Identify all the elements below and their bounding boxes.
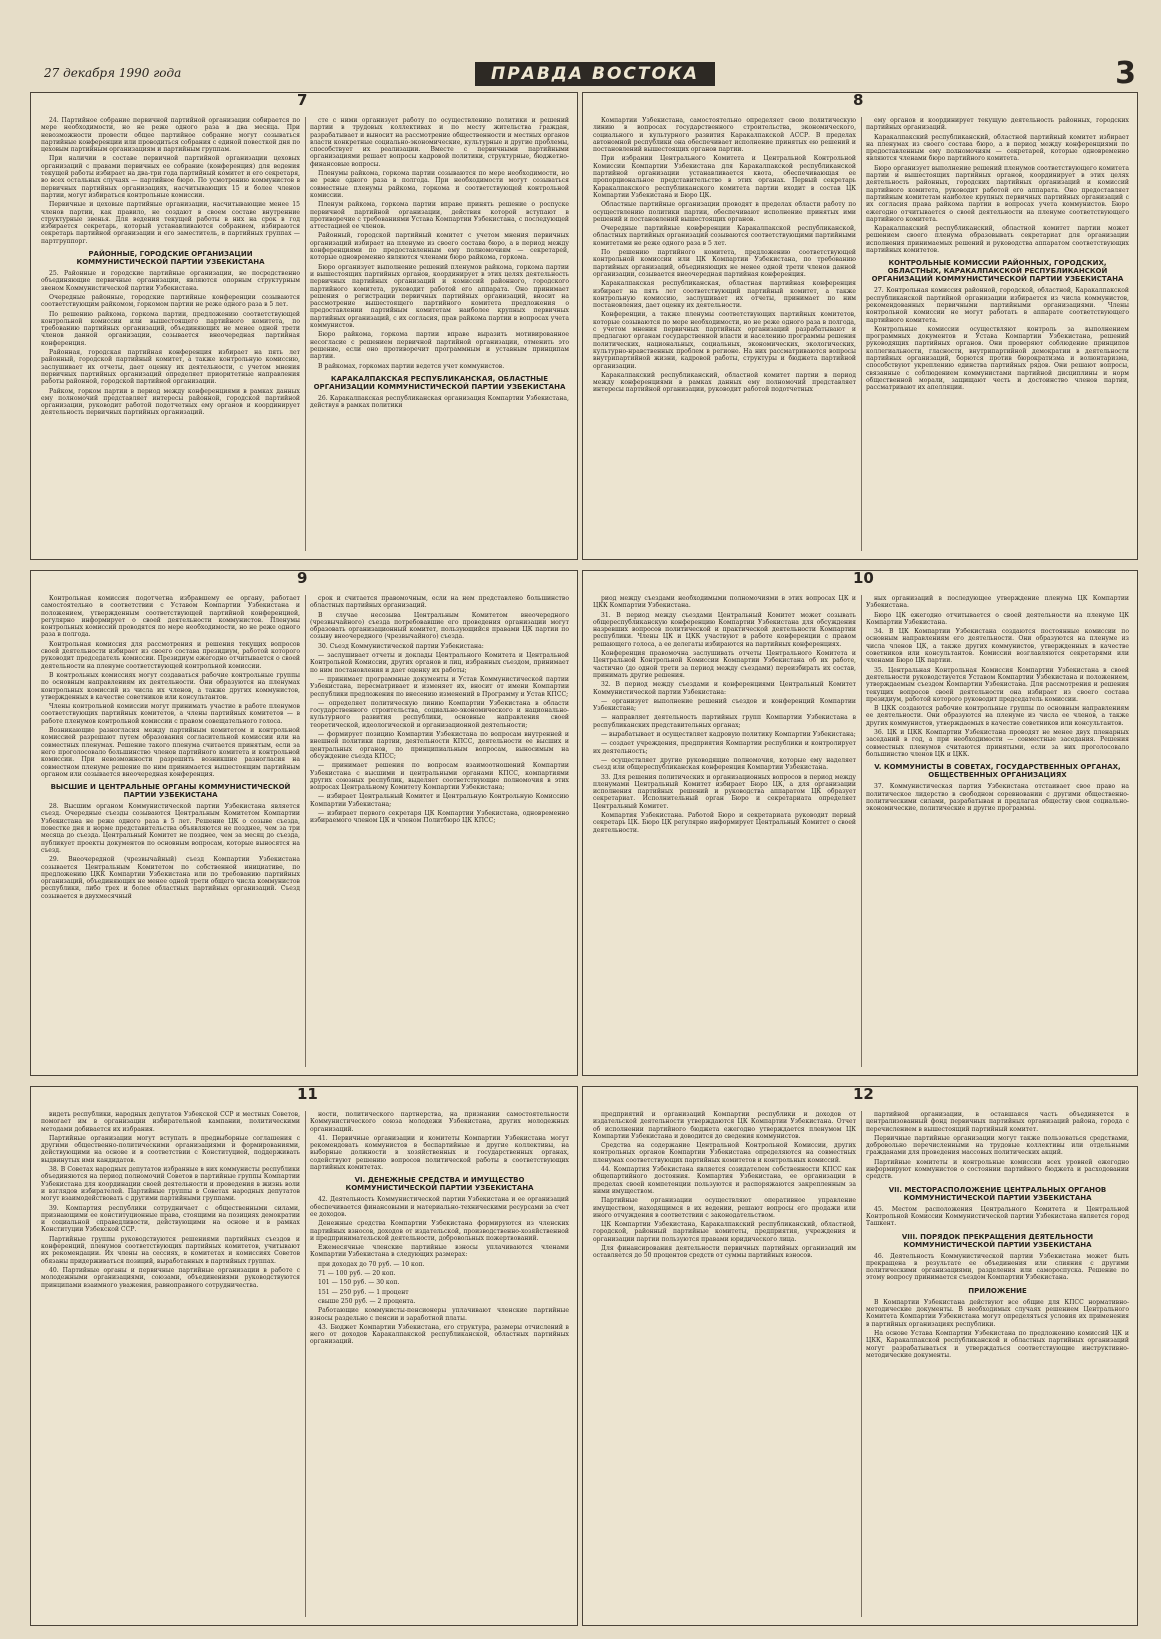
section-number: 11: [291, 1086, 324, 1103]
article-paragraph: Пленум райкома, горкома партии вправе принять решение о роспуске первичной партийной организации, действия которой вступают в противоречие с требованиями Устава Компартии Узбекистана, с последующей аттестацией ее членов.: [310, 201, 569, 231]
section-heading: КОНТРОЛЬНЫЕ КОМИССИИ РАЙОННЫХ, ГОРОДСКИХ, ОБЛАСТНЫХ, КАРАКАЛПАКСКОЙ РЕСПУБЛИКАНСКОЙ ОРГАНИЗАЦИЙ КОММУНИСТИЧЕСКОЙ ПАРТИИ УЗБЕКИСТАНА: [871, 259, 1124, 284]
article-paragraph: 38. В Советах народных депутатов избранные в них коммунисты республики объединяются на период полномочий Советов в партийные группы Компартии Узбекистана для координации своей деятельности и проведения в жизнь воли и взглядов избирателей. Партийные группы в Советах народных депутатов могут взаимодействовать с другими партийными группами.: [41, 1166, 300, 1203]
article-paragraph: при доходах до 70 руб. — 10 коп.: [318, 1260, 425, 1268]
article-paragraph: Первичные партийные организации могут также пользоваться средствами, добровольно перечисленными на трудовые коллективы или отдельными гражданами для проведения массовых политических акций.: [866, 1134, 1129, 1157]
article-paragraph: 71 — 100 руб. — 20 коп.: [318, 1270, 396, 1278]
article-paragraph: ЦК Компартии Узбекистана, Каракалпакский республиканский, областной, городской, районный партийные комитеты, предприятия, учреждения и организации партии пользуются правами юридического лица.: [593, 1221, 856, 1243]
article-paragraph: — принимает программные документы и Устав Коммунистической партии Узбекистана, пересматривает и изменяет их, вносит от имени Компартии республики предложения по внесению изменений в Программу и Устав КПСС;: [310, 675, 569, 698]
article-paragraph: 35. Центральная Контрольная Комиссия Компартии Узбекистана в своей деятельности руководствуется Уставом Компартии Узбекистана и положением, утверждаемым съездом Компартии Узбекистана. Для рассмотрения и решения текущих вопросов своей деятельности она избирает из своего состава президиум, работой которого руководит председатель комиссии.: [866, 666, 1129, 703]
column-divider: [861, 1111, 862, 1617]
article-paragraph: Каракалпакская республиканская, областная партийная конференция избирает на пять лет соответствующий партийный комитет, а также контрольную комиссию, заслушивает их отчеты, принимает по ним постановления, дает оценку их деятельности.: [593, 280, 856, 310]
article-paragraph: 34. В ЦК Компартии Узбекистана создаются постоянные комиссии по основным направлениям его деятельности. Они образуются на пленуме из числа членов ЦК, а также других коммунистов, утвержденных в качестве советников или консультантов. Комиссии возглавляются секретарями или членами Бюро ЦК партии.: [866, 628, 1129, 665]
article-paragraph: 29. Внеочередной (чрезвычайный) съезд Компартии Узбекистана созывается Центральным Комитетом по собственной инициативе, по предложению ЦКК Компартии Узбекистана или по требованию партийных организаций, объединяющих не менее одной трети общего числа коммунистов республики, либо трех и более областных партийных организаций. Съезд созывается в двухмесячный: [41, 856, 300, 900]
article-paragraph: — создает учреждения, предприятия Компартии республики и контролирует их деятельность;: [593, 740, 856, 755]
column-divider: [305, 595, 306, 1067]
article-paragraph: 28. Высшим органом Коммунистической партии Узбекистана является съезд. Очередные съезды созываются Центральным Комитетом Компартии Узбекистана не реже одного раза в 5 лет. Решение ЦК о созыве съезда, повестке дня и норме представительства объявляются не позднее, чем за три месяца до съезда. Центральный Комитет не позднее, чем за месяц до съезда, публикует проекты документов по основным вопросам, которые выносятся на съезд.: [41, 803, 300, 854]
article-paragraph: 33. Для решения политических и организационных вопросов в период между пленумами Центральный Комитет избирает Бюро ЦК, а для организации исполнения партийных решений и руководства аппаратом ЦК образует секретариат. Исполнительный орган Бюро и секретариата определяет Центральный Комитет.: [593, 773, 856, 810]
article-paragraph: срок и считается правомочным, если на нем представлено большинство областных партийных организаций.: [310, 595, 569, 610]
section-heading: КАРАКАЛПАКСКАЯ РЕСПУБЛИКАНСКАЯ, ОБЛАСТНЫЕ ОРГАНИЗАЦИИ КОММУНИСТИЧЕСКОЙ ПАРТИИ УЗБЕКИСТАНА: [313, 374, 566, 391]
article-paragraph: Средства на содержание Центральной Контрольной Комиссии, других контрольных органов Компартии Узбекистана определяются на совместных пленумах соответствующих партийных комитетов и контрольных комиссий.: [593, 1142, 856, 1164]
article-panel-10: [582, 570, 1138, 1076]
article-paragraph: 44. Компартия Узбекистана является созидателем собственности КПСС как общепартийного достояния. Компартия Узбекистана, ее организации в пределах своей компетенции пользуются и распоряжаются закрепленным за ними имуществом.: [593, 1166, 856, 1195]
article-paragraph: — направляет деятельность партийных групп Компартии Узбекистана в республиканских представительных органах;: [593, 714, 856, 729]
article-paragraph: — вырабатывает и осуществляет кадровую политику Компартии Узбекистана;: [601, 731, 856, 739]
section-heading: ПРИЛОЖЕНИЕ: [968, 1286, 1027, 1295]
column-divider: [861, 595, 862, 1067]
page-number: 3: [1115, 56, 1136, 91]
article-paragraph: Ежемесячные членские партийные взносы уплачиваются членами Компартии Узбекистана в следующих размерах:: [310, 1244, 569, 1259]
text-column: [310, 595, 569, 1069]
article-paragraph: По решению партийного комитета, предложению соответствующей контрольной комиссии или ЦК Компартии Узбекистана, по требованию партийных организаций, объединяющих не менее одной трети членов данной организации, созывается внеочередная партийная конференция.: [593, 249, 856, 278]
article-paragraph: Денежные средства Компартии Узбекистана формируются из членских партийных взносов, доходов от издательской, производственно-хозяйственной и предпринимательской деятельности, добровольных пожертвований.: [310, 1220, 569, 1242]
article-paragraph: — избирает Центральный Комитет и Центральную Контрольную Комиссию Компартии Узбекистана;: [310, 793, 569, 808]
section-heading: V. КОММУНИСТЫ В СОВЕТАХ, ГОСУДАРСТВЕННЫХ ОРГАНАХ, ОБЩЕСТВЕННЫХ ОРГАНИЗАЦИЯХ: [874, 763, 1121, 780]
article-paragraph: — организует выполнение решений съездов и конференций Компартии Узбекистана;: [593, 697, 856, 713]
article-paragraph: 36. ЦК и ЦКК Компартии Узбекистана проводят не менее двух пленарных заседаний в год, а при необходимости — совместные заседания. Решения совместных пленумов считаются принятыми, если за них проголосовало большинство членов ЦК и ЦКК.: [866, 729, 1129, 758]
article-paragraph: Контрольные комиссии осуществляют контроль за выполнением программных документов и Устава Компартии Узбекистана, решений руководящих партийных органов. Они проверяют соблюдение принципов коллегиальности, гласности, внутрипартийной демократии в деятельности партийных организаций, борются против бюрократизма и волюнтаризма, способствуют укреплению единства партийных рядов. Они решают вопросы, связанные с соблюдением коммунистами партийной дисциплины и норм общественной морали, защищают честь и достоинство членов партии, рассматривают их апелляции.: [866, 325, 1129, 392]
article-paragraph: предприятий и организаций Компартии республики и доходов от издательской деятельности утверждаются ЦК Компартии Узбекистана. Отчет об исполнении партийного бюджета ежегодно утверждается пленумом ЦК Компартии Узбекистана и доводится до сведения коммунистов.: [593, 1111, 856, 1140]
article-paragraph: 30. Съезд Коммунистической партии Узбекистана:: [318, 642, 484, 650]
section-heading: VII. МЕСТОРАСПОЛОЖЕНИЕ ЦЕНТРАЛЬНЫХ ОРГАНОВ КОММУНИСТИЧЕСКОЙ ПАРТИИ УЗБЕКИСТАНА: [888, 1185, 1107, 1202]
article-paragraph: ему органов и координирует текущую деятельность районных, городских партийных организаций.: [866, 117, 1129, 132]
article-paragraph: При избрании Центрального Комитета и Центральной Контрольной Комиссии Компартии Узбекистана для Каракалпакской республиканской партийной организации устанавливается квота, обеспечивающая ее пропорциональное представительство в этих органах. Первый секретарь Каракалпакского республиканского комитета партии входит в состав ЦК Компартии Узбекистана и Бюро ЦК.: [593, 155, 856, 199]
article-paragraph: В райкомах, горкомах партии ведется учет коммунистов.: [318, 362, 505, 370]
text-column: [310, 1111, 569, 1619]
section-number: 7: [291, 92, 313, 109]
article-paragraph: — осуществляет другие руководящие полномочия, которые ему наделяет съезд или общереспубликанская конференция Компартии Узбекистана.: [593, 756, 856, 772]
text-column: [866, 117, 1129, 553]
issue-date: 27 декабря 1990 года: [44, 66, 182, 80]
article-paragraph: Областные партийные организации проводят в пределах области работу по осуществлению политики партии, обеспечивают исполнение принятых ими решений и постановлений вышестоящих органов.: [593, 201, 856, 223]
article-paragraph: Очередные партийные конференции Каракалпакской республиканской, областных партийных организаций созываются соответствующими партийными комитетами не реже одного раза в 5 лет.: [593, 225, 856, 247]
article-paragraph: Каракалпакский республиканский, областной комитет партии в период между конференциями в рамках данных ему полномочий представляет интересы партийной организации, руководит работой подотчетных: [593, 371, 856, 394]
article-paragraph: 42. Деятельность Коммунистической партии Узбекистана и ее организаций обеспечивается финансовыми и материально-техническими ресурсами за счет ее доходов.: [310, 1196, 569, 1218]
article-paragraph: сте с ними организует работу по осуществлению политики и решений партии в трудовых коллективах и по месту жительства граждан, разрабатывает и выносит на рассмотрение общественности и местных органов власти конкретные социально-экономические, культурные и другие проблемы, способствует их реализации. Вместе с первичными партийными организациями решает вопросы кадровой политики, структурные, бюджетно-финансовые вопросы.: [310, 117, 569, 168]
article-paragraph: Очередные районные, городские партийные конференции созываются соответствующим райкомом, горкомом партии не реже одного раза в 5 лет.: [41, 293, 300, 309]
section-number: 12: [847, 1086, 880, 1103]
article-paragraph: видеть республики, народных депутатов Узбекской ССР и местных Советов, помогает им в организации избирательной кампании, политическими методами добивается их избрания.: [41, 1111, 300, 1133]
article-paragraph: В Компартии Узбекистана действуют все общие для КПСС нормативно-методические документы. В необходимых случаях решением Центрального Комитета Компартии Узбекистана могут определяться условия их применения в партийных организациях республики.: [866, 1298, 1129, 1328]
article-paragraph: В случае несозыва Центральным Комитетом внеочередного (чрезвычайного) съезда потребовавшие его проведения организации могут образовать организационный комитет, пользующийся правами ЦК партии по созыву внеочередного (чрезвычайного) съезда.: [310, 611, 569, 641]
masthead: [30, 56, 1140, 96]
article-paragraph: 26. Каракалпакская республиканская организация Компартии Узбекистана, действуя в рамках политики: [310, 394, 569, 410]
article-paragraph: 32. В период между съездами и конференциями Центральный Комитет Коммунистической партии Узбекистана:: [593, 681, 856, 696]
article-paragraph: 43. Бюджет Компартии Узбекистана, его структура, размеры отчислений в него от доходов Каракалпакской республиканской, областных партийных организаций.: [310, 1323, 569, 1346]
column-divider: [861, 117, 862, 551]
section-heading: VI. ДЕНЕЖНЫЕ СРЕДСТВА И ИМУЩЕСТВО КОММУНИСТИЧЕСКОЙ ПАРТИИ УЗБЕКИСТАНА: [345, 1176, 534, 1193]
article-paragraph: На основе Устава Компартии Узбекистана по предложению комиссий ЦК и ЦКК, Каракалпакской республиканской и областных партийных организаций могут разрабатываться и утверждаться соответствующие инструктивно-методические документы.: [866, 1329, 1129, 1359]
article-paragraph: 45. Местом расположения Центрального Комитета и Центральной Контрольной Комиссии Коммунистической партии Узбекистана является город Ташкент.: [866, 1205, 1129, 1228]
article-paragraph: Работающие коммунисты-пенсионеры уплачивают членские партийные взносы раздельно с пенсии и заработной платы.: [310, 1307, 569, 1322]
article-paragraph: Партийные группы руководствуются решениями партийных съездов и конференций, пленумов соответствующих партийных комитетов, учитывают их рекомендации. Их члены на сессиях, в комитетах и комиссиях Советов обязаны придерживаться позиций, выработанных в партийных группах.: [41, 1235, 300, 1265]
article-paragraph: 151 — 250 руб. — 1 процент: [318, 1288, 409, 1296]
article-paragraph: Каракалпакский республиканский, областной комитет партии может решением своего пленума образовывать секретариат для организации исполнения принимаемых решений и руководства аппаратом соответствующих партийных комитетов.: [866, 225, 1129, 255]
article-paragraph: Партийные организации осуществляют оперативное управление имуществом, находящимся в их ведении, решают вопросы его продажи или иного отчуждения в соответствии с законодательством.: [593, 1197, 856, 1219]
article-paragraph: — определяет политическую линию Компартии Узбекистана в области государственного строительства, социально-экономического и национально-культурного развития республики, основные направления своей теоретической, идеологической и организационной деятельности;: [310, 699, 569, 729]
article-paragraph: 46. Деятельность Коммунистической партии Узбекистана может быть прекращена в результате ее объединения или слияния с другими политическими организациями, разделения или самороспуска. Решение по этому вопросу принимается съездом Компартии Узбекистана.: [866, 1252, 1129, 1282]
article-paragraph: партийной организации, в оставшаяся часть объединяется в централизованный фонд первичных партийных организаций района, города с перечислением в вышестоящий партийный комитет.: [866, 1111, 1129, 1133]
article-paragraph: В контрольных комиссиях могут создаваться рабочие контрольные группы по основным направлениям их деятельности. Они образуются на пленумах контрольных комиссий из числа их членов, а также других коммунистов, утвержденных в качестве советников или консультантов.: [41, 671, 300, 701]
article-paragraph: Конференция правомочна заслушивать отчеты Центрального Комитета и Центральной Контрольной Комиссии Компартии Узбекистана об их работе, частично (до одной трети за период между съездами) переизбирать их состав, принимать другие решения.: [593, 650, 856, 679]
article-paragraph: Бюро райкома, горкома партии вправе выразить мотивированное несогласие с решением первичной партийной организации, отменить это решение, если оно противоречит программным и уставным принципам партии.: [310, 331, 569, 361]
article-panel-8: [582, 92, 1138, 560]
article-paragraph: В ЦКК создаются рабочие контрольные группы по основным направлениям ее деятельности. Они образуются на пленуме из числа ее членов, а также других коммунистов, утверждаемых в качестве советников или консультантов.: [866, 705, 1129, 727]
article-panel-7: [30, 92, 578, 560]
text-column: [310, 117, 569, 553]
article-paragraph: 25. Районные и городские партийные организации, не посредственно объединяющие первичные организации, являются опорным структурным звеном Коммунистической партии Узбекистана.: [41, 270, 300, 292]
column-divider: [305, 117, 306, 551]
article-paragraph: Бюро организует выполнение решений пленумов соответствующего комитета партии и вышестоящих партийных органов, координирует в этих целях деятельность районных, городских партийных организаций и комиссий партийного комитета, руководит работой его аппарата. Оно предоставляет партийным комитетам наиболее крупных первичных партийных организаций с их согласия права райкома партии в вопросах учета коммунистов. Бюро ежегодно отчитывается о своей деятельности на пленуме соответствующего партийного комитета.: [866, 164, 1129, 223]
article-paragraph: 41. Первичные организации и комитеты Компартии Узбекистана могут рекомендовать коммунистов в беспартийные и другие коллективы, на выборные должности в хозяйственных и государственных органах, содействуют решению вопросов политической работы в соответствующих партийных комитетах.: [310, 1134, 569, 1172]
article-paragraph: Возникающие разногласия между партийным комитетом и контрольной комиссией разрешают путем образования согласительной комиссии или на совместных пленумах. Решение такого пленума считается принятым, если за него проголосовало большинство членов партийного комитета и контрольной комиссии. При невозможности разрешить возникшие разногласия на совместном пленуме решение по ним принимается вышестоящим партийным органом или созывается внеочередная конференция.: [41, 727, 300, 778]
article-paragraph: свыше 250 руб. — 2 процента.: [318, 1297, 416, 1305]
article-paragraph: 40. Партийные органы и первичные партийные организации в работе с молодежными организациями, союзами, объединениями руководствуются принципами взаимного уважения, равноправного сотрудничества.: [41, 1266, 300, 1289]
article-paragraph: Районная, городская партийная конференция избирает на пять лет районный, городской партийный комитет, а также контрольную комиссию, заслушивает их отчеты, дает оценку их деятельности, с учетом мнения первичных партийных организаций определяет приоритетные направления работы районной, городской партийной организации.: [41, 349, 300, 386]
article-paragraph: 39. Компартия республики сотрудничает с общественными силами, признающими ее конституционные права, стоящими на позициях демократии и социальной справедливости, действующими на основе и в рамках Конституции Узбекской ССР.: [41, 1204, 300, 1234]
article-panel-12: [582, 1086, 1138, 1626]
text-column: [593, 1111, 856, 1619]
article-paragraph: 31. В период между съездами Центральный Комитет может созывать общереспубликанскую конференцию Компартии Узбекистана для обсуждения назревших вопросов политической и практической деятельности Компартии республики. Члены ЦК и ЦКК участвуют в работе конференции с правом решающего голоса, а ее делегаты избираются на партийных конференциях.: [593, 611, 856, 648]
text-column: [41, 595, 300, 1069]
article-paragraph: — избирает первого секретаря ЦК Компартии Узбекистана, одновременно избираемого членом ЦК и членом Политбюро ЦК КПСС;: [310, 810, 569, 825]
text-column: [41, 1111, 300, 1619]
newspaper-title: ПРАВДА ВОСТОКА: [475, 62, 715, 86]
article-paragraph: Первичные и цеховые партийные организации, насчитывающие менее 15 членов партии, как правило, не создают в своем составе внутренние структурные звенья. Для ведения текущей работы в них на срок в год избирается секретарь, который устанавливаются собранием, избираются секретарь партийной организации и его заместитель, в партийных группах — партгруппорг.: [41, 201, 300, 245]
article-paragraph: Партийные комитеты и контрольные комиссии всех уровней ежегодно информируют коммунистов о состоянии партийного бюджета и расходовании средств.: [866, 1158, 1129, 1181]
article-paragraph: Райком, горком партии в период между конференциями в рамках данных ему полномочий представляет интересы районной, городской партийной организации, руководит работой подотчетных ему органов и координирует деятельность первичных партийных организаций.: [41, 387, 300, 417]
column-divider: [305, 1111, 306, 1617]
section-heading: ВЫСШИЕ И ЦЕНТРАЛЬНЫЕ ОРГАНЫ КОММУНИСТИЧЕСКОЙ ПАРТИИ УЗБЕКИСТАНА: [50, 783, 291, 800]
section-number: 8: [847, 92, 869, 109]
section-number: 10: [847, 570, 880, 587]
article-paragraph: Бюро организует выполнение решений пленумов райкома, горкома партии и вышестоящих партийных органов, координирует в этих целях деятельность первичных партийных организаций и комиссий районного, городского партийного комитета, руководит работой его аппарата. Оно принимает решения о регистрации первичных партийных организаций, вносит на рассмотрение вышестоящего партийного комитета предложения о предоставлении партийным комитетам наиболее крупных первичных партийных организаций, с их согласия, прав райкома партии в вопросах учета коммунистов.: [310, 263, 569, 330]
article-paragraph: При наличии в составе первичной партийной организации цеховых организаций с правами первичных ее собрание (конференция) для ведения текущей работы избирает на два-три года партийный комитет и его секретаря, во всех остальных случаях — партийное бюро. По усмотрению коммунистов в первичных партийных организациях, насчитывающих 15 и более членов партии, могут избираться контрольные комиссии.: [41, 155, 300, 199]
article-panel-11: [30, 1086, 578, 1626]
article-paragraph: ных организаций в последующее утверждение пленума ЦК Компартии Узбекистана.: [866, 595, 1129, 610]
article-paragraph: — формирует позицию Компартии Узбекистана по вопросам внутренней и внешней политики партии, деятельности КПСС, деятельности ее высших и центральных органов, по принципиальным вопросам, выносимым на обсуждение съезда КПСС;: [310, 731, 569, 760]
article-paragraph: Контрольная комиссия подотчетна избравшему ее органу, работает самостоятельно в соответствии с Уставом Компартии Узбекистана и положением, утвержденным соответствующей партийной конференцией, регулярно информирует о своей деятельности коммунистов. Пленумы контрольных комиссий проводятся по мере необходимости, но не реже одного раза в полгода.: [41, 595, 300, 639]
article-paragraph: Партийные организации могут вступать в предвыборные соглашения с другими общественно-политическими организациями и формированиями, действующими на основе и в соответствии с Конституцией, поддерживать выдвинутых ими кандидатов.: [41, 1134, 300, 1164]
article-paragraph: 37. Коммунистическая партия Узбекистана отстаивает свое право на политическое лидерство в свободном соревновании с другими общественно-политическими силами, разрабатывая и предлагая обществу свои социально-экономические, политические и другие программы.: [866, 783, 1129, 813]
text-column: [866, 1111, 1129, 1619]
article-paragraph: риод между съездами необходимыми полномочиями в этих вопросах ЦК и ЦКК Компартии Узбекистана.: [593, 595, 856, 610]
article-paragraph: 27. Контрольная комиссия районной, городской, областной, Каракалпакской республиканской партийной организации избирается из числа коммунистов, рекомендованных первичными партийными организациями. Члены контрольной комиссии не могут работать в аппарате соответствующего партийного комитета.: [866, 287, 1129, 324]
text-column: [866, 595, 1129, 1069]
article-paragraph: 101 — 150 руб. — 30 коп.: [318, 1279, 400, 1287]
article-paragraph: Районный, городской партийный комитет с учетом мнения первичных организаций избирает на пленуме из своего состава бюро, а в период между конференциями по предоставленным ему полномочиям — секретарей, которые одновременно являются членами бюро райкома, горкома.: [310, 232, 569, 262]
section-number: 9: [291, 570, 313, 587]
article-paragraph: — принимает решения по вопросам взаимоотношений Компартии Узбекистана с высшими и центральными органами КПСС, компартиями других союзных республик, выделяет соответствующие полномочия в этих вопросах Центральному Комитету Компартии Узбекистана;: [310, 762, 569, 792]
article-paragraph: — заслушивает отчеты и доклады Центрального Комитета и Центральной Контрольной Комиссии, других органов и лиц, избранных съездом, принимает по ним постановления и дает оценку их работы;: [310, 652, 569, 674]
article-panel-9: [30, 570, 578, 1076]
section-heading: РАЙОННЫЕ, ГОРОДСКИЕ ОРГАНИЗАЦИИ КОММУНИСТИЧЕСКОЙ ПАРТИИ УЗБЕКИСТАНА: [76, 250, 265, 267]
article-paragraph: 24. Партийное собрание первичной партийной организации собирается по мере необходимости, но не реже одного раза в два месяца. При невозможности провести общее партийное собрание могут созываться партийные конференции или проводиться собрания с единой повесткой дня по цеховым партийным организациям и партийным группам.: [41, 117, 300, 154]
section-heading: VIII. ПОРЯДОК ПРЕКРАЩЕНИЯ ДЕЯТЕЛЬНОСТИ КОММУНИСТИЧЕСКОЙ ПАРТИИ УЗБЕКИСТАНА: [901, 1232, 1094, 1249]
article-paragraph: Контрольная комиссия для рассмотрения и решения текущих вопросов своей деятельности избирает из своего состава президиум, работой которого руководит председатель комиссии. Президиум ежегодно отчитывается о своей деятельности на пленуме соответствующей контрольной комиссии.: [41, 640, 300, 670]
article-paragraph: Компартии Узбекистана, самостоятельно определяет свою политическую линию в вопросах государственного строительства, экономического, социального и культурного развития Каракалпакской АССР. В пределах автономной республики она обеспечивает исполнение принятых ею решений и постановлений вышестоящих органов партии.: [593, 117, 856, 154]
text-column: [593, 595, 856, 1069]
article-paragraph: Бюро ЦК ежегодно отчитывается о своей деятельности на пленуме ЦК Компартии Узбекистана.: [866, 611, 1129, 626]
article-paragraph: Каракалпакский республиканский, областной партийный комитет избирает на пленумах из своего состава бюро, а в период между конференциями по предоставленным ему полномочиям — секретарей, которые одновременно являются членами бюро партийного комитета.: [866, 133, 1129, 163]
article-paragraph: Пленумы райкома, горкома партии созываются по мере необходимости, но не реже одного раза в полгода. При необходимости могут созываться совместные пленумы райкома, горкома и соответствующей контрольной комиссии.: [310, 170, 569, 199]
text-column: [593, 117, 856, 553]
article-paragraph: Компартия Узбекистана. Работой Бюро и секретариата руководит первый секретарь ЦК. Бюро ЦК регулярно информирует Центральный Комитет о своей деятельности.: [593, 812, 856, 834]
article-paragraph: Члены контрольной комиссии могут принимать участие в работе пленумов соответствующих партийных комитетов, а члены партийных комитетов — в работе пленумов контрольной комиссии с правом совещательного голоса.: [41, 703, 300, 725]
text-column: [41, 117, 300, 553]
article-paragraph: Конференции, а также пленумы соответствующих партийных комитетов, которые созываются по мере необходимости, но не реже одного раза в полгода, с учетом мнения первичных партийных организаций разрабатывают и предлагают органам государственной власти и населению программы решения политических, национальных, социальных, экономических, экологических, культурно-нравственных проблем в регионе. На них рассматриваются вопросы внутрипартийной жизни, кадровой работы, структуры и бюджета партийной организации.: [593, 311, 856, 370]
article-paragraph: Для финансирования деятельности первичных партийных организаций им оставляется до 50 процентов средств от суммы партийных взносов.: [593, 1245, 856, 1260]
article-paragraph: ности, политического партнерства, на признании самостоятельности Коммунистического союза молодежи Узбекистана, других молодежных организаций.: [310, 1111, 569, 1133]
article-paragraph: По решению райкома, горкома партии, предложению соответствующей контрольной комиссии или вышестоящего партийного комитета, по требованию партийных организаций, объединяющих не менее одной трети членов данной организации, созывается внеочередная партийная конференция.: [41, 310, 300, 347]
